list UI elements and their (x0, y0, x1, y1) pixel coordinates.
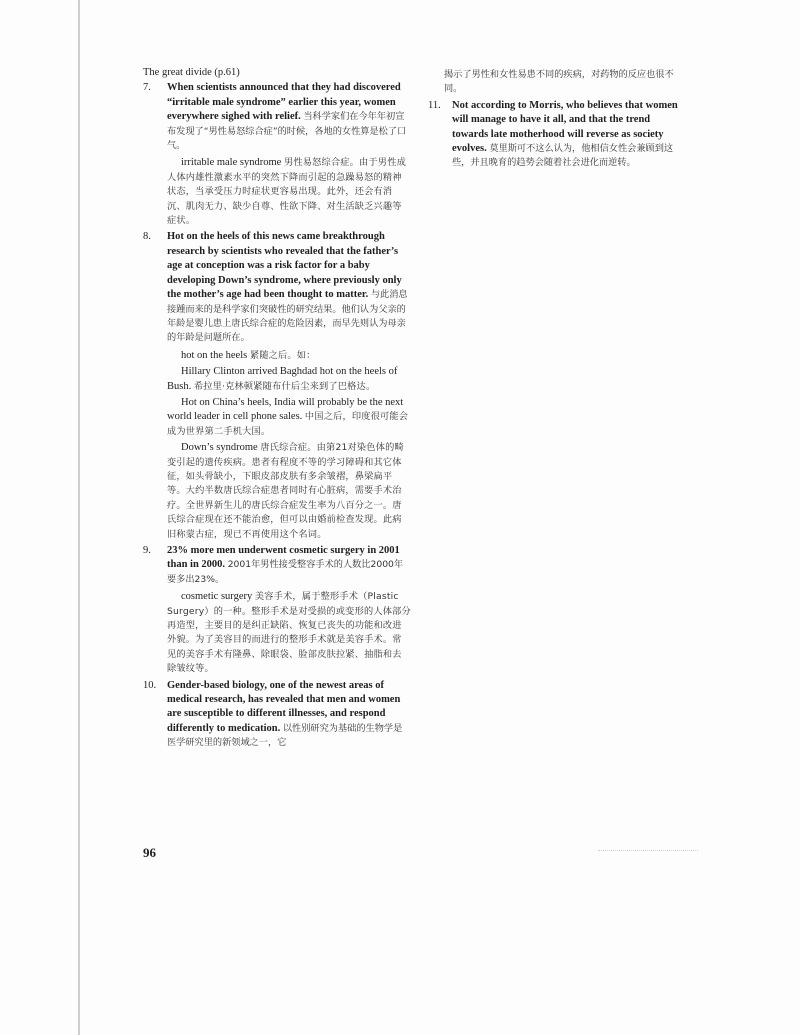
example-zh: 中国之后，印度很可能会成为世界第二手机大国。 (167, 411, 409, 437)
note-text: 美容手术，属于整形手术（Plastic Surgery）的一种。整形手术是对受损的或变形的人体部分再造型，主要目的是纠正缺陷、恢复已丧失的功能和改进外貌。为了美容目的而进行的整形手术就是美容手术。常见的美容手术有隆鼻、除眼袋、脸部皮肤拉紧、抽脂和去除皱纹等。 (167, 591, 411, 675)
chinese-translation: 以性别研究为基础的生物学是医学研究里的新领域之一，它 (167, 722, 403, 749)
section-title: The great divide (p.61) (143, 67, 240, 78)
chinese-continuation: 揭示了男性和女性易患不同的疾病，对药物的反应也很不同。 (444, 69, 674, 95)
list-item-8 (143, 230, 411, 345)
item-number: 10. (143, 679, 157, 691)
note-text: 唐氏综合症。由第21对染色体的畸变引起的遗传疾病。患者有程度不等的学习障碍和其它体征，如头骨缺小，下眼皮部皮肤有多余皱褶，鼻梁扁平等。大约半数唐氏综合症患者同时有心脏病，需要手术治疗。全世界新生儿的唐氏综合症发生率为八百分之一。唐氏综合症现在还不能治愈，但可以由婚前检查发现。此病旧称蒙古症，现已不再使用这个名词。 (167, 442, 404, 540)
scan-artifact (598, 850, 698, 853)
list-item-7 (143, 81, 411, 153)
english-sentence: Gender-based biology, one of the newest areas of medical research, has revealed that men and women are susceptible to different illnesses, and respond differently to medication. (167, 679, 401, 734)
note-term: irritable male syndrome (181, 157, 282, 169)
note-term: cosmetic surgery (181, 591, 253, 603)
list-item-9 (143, 544, 411, 587)
note (143, 441, 411, 542)
right-column (428, 68, 684, 174)
page-number: 96 (143, 845, 156, 860)
english-sentence: Hot on the heels of this news came breakthrough research by scientists who revealed that the father’s age at conception was a risk factor for a baby developing Down’s syndrome, where previously only the mother’s age had been thought to matter. (167, 231, 402, 301)
note (143, 156, 411, 228)
example-en: Hillary Clinton arrived Baghdad hot on the heels of Bush. (167, 366, 398, 392)
chinese-translation: 2001年男性接受整容手术的人数比2000年要多出23%。 (167, 559, 404, 585)
example-zh: 希拉里·克林顿紧随布什后尘来到了巴格达。 (193, 380, 376, 392)
note-term: hot on the heels (181, 349, 248, 361)
item-number: 8. (143, 231, 151, 243)
note-text: 男性易怒综合症。由于男性成人体内雄性激素水平的突然下降而引起的急躁易怒的精神状态，当承受压力时症状更容易出现。此外，还会有消沉、肌肉无力、缺少自尊、性欲下降、对生活缺乏兴趣等症状。 (167, 157, 406, 227)
scan-margin-line (78, 0, 80, 1035)
item-number: 7. (143, 82, 151, 94)
note (143, 590, 411, 676)
note-text: 紧随之后。如： (249, 349, 316, 361)
note-example (143, 396, 411, 439)
english-sentence: When scientists announced that they had discovered “irritable male syndrome” earlier this year, women everywhere sighed with relief. (167, 82, 401, 123)
item-number: 9. (143, 545, 151, 556)
chinese-translation: 莫里斯可不这么认为，他相信女性会兼顾到这些，并且晚育的趋势会随着社会进化而逆转。 (452, 143, 674, 169)
left-column (143, 66, 411, 754)
note-example (143, 365, 411, 394)
item-number: 11. (428, 99, 441, 111)
chinese-translation: 当科学家们在今年年初宣布发现了“男性易怒综合症”的时候，各地的女性算是松了口气。 (167, 111, 407, 152)
chinese-translation: 与此消息接踵而来的是科学家们突破性的研究结果。他们认为父亲的年龄是婴儿患上唐氏综合症的危险因素，而早先则认为母亲的年龄是问题所在。 (167, 289, 408, 344)
english-sentence: 23% more men underwent cosmetic surgery in 2001 than in 2000. (167, 545, 400, 571)
note (143, 349, 411, 363)
list-item-10 (143, 679, 411, 751)
english-sentence: Not according to Morris, who believes that women will manage to have it all, and that the trend towards late motherhood will reverse as society evolves. (452, 99, 678, 155)
example-en: Hot on China’s heels, India will probably be the next world leader in cell phone sales. (167, 396, 404, 423)
list-item-11 (428, 99, 684, 171)
note-term: Down’s syndrome (181, 442, 258, 454)
